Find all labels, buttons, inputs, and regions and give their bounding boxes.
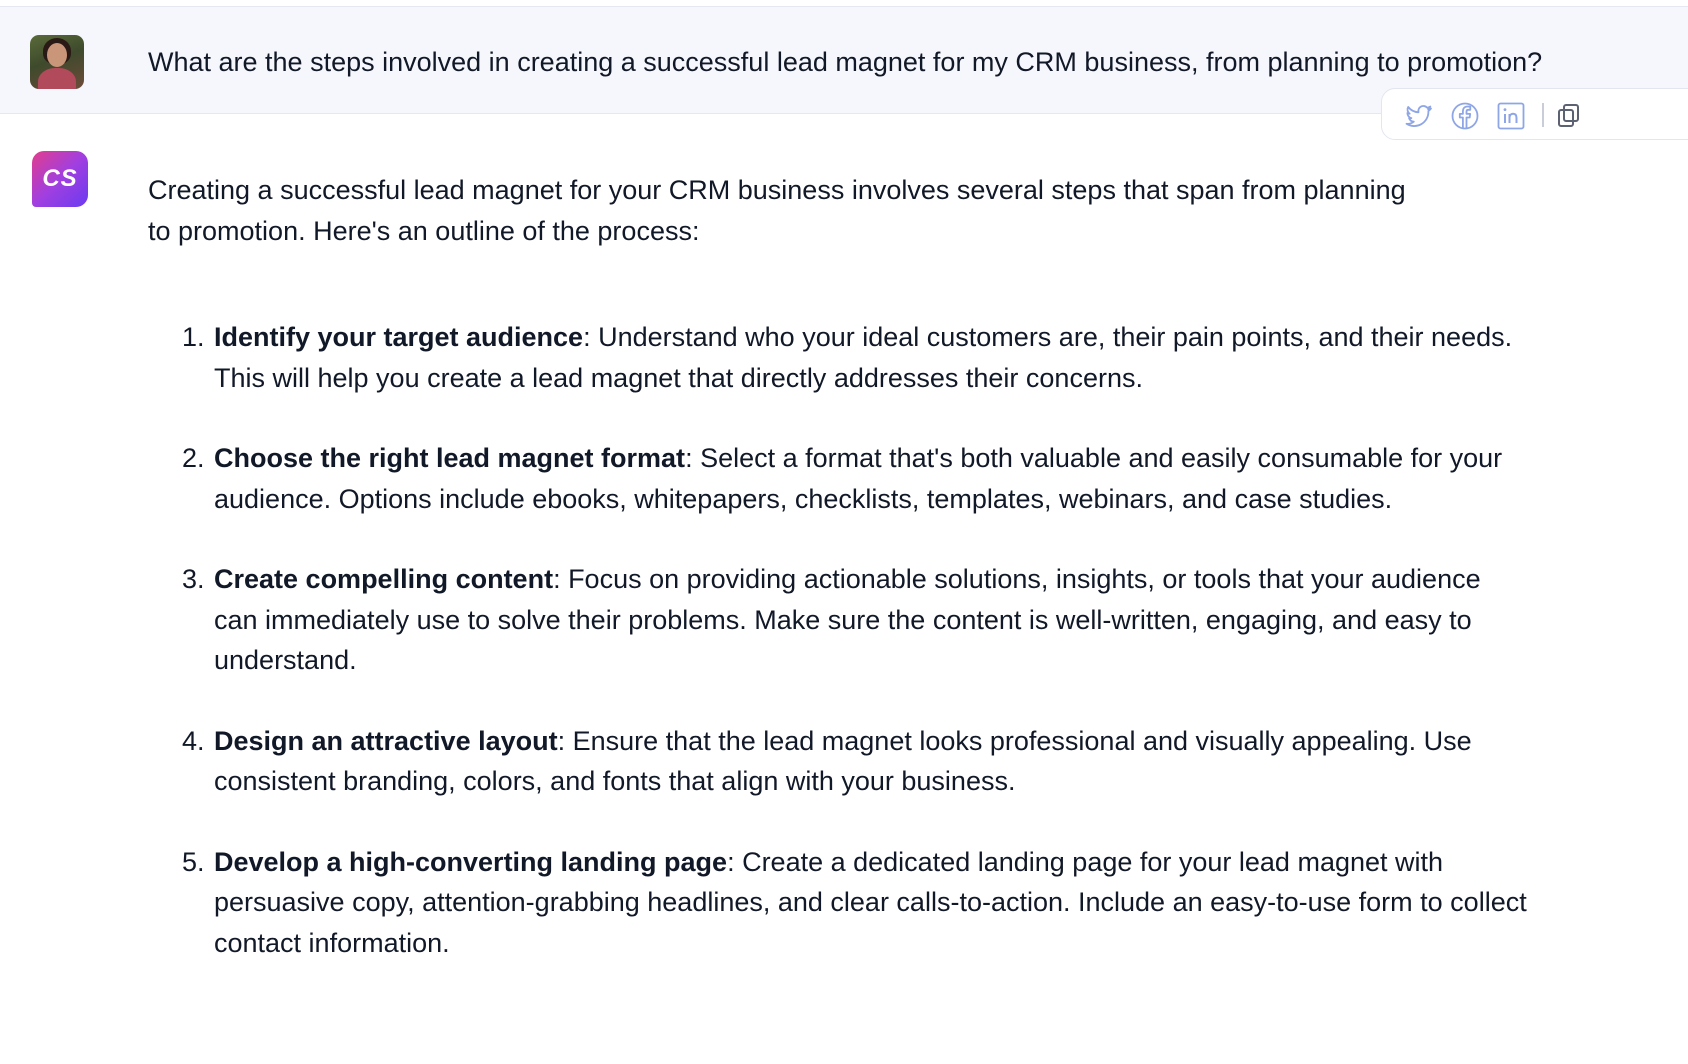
step-title: Develop a high-converting landing page bbox=[214, 846, 728, 877]
step-body: : Focus on providing actionable solutions, insights, or tools that your audience can immediately use to solve their problems. Make sure the content is well-written, engaging, and easy to understand. bbox=[214, 564, 1481, 675]
list-item bbox=[148, 721, 1528, 802]
share-bar bbox=[1381, 88, 1688, 140]
facebook-icon[interactable] bbox=[1450, 101, 1480, 131]
list-item bbox=[148, 317, 1528, 398]
answer-intro: Creating a successful lead magnet for your CRM business involves several steps that span from planning to promotion. Here's an outline of the process: bbox=[148, 175, 1406, 246]
step-title: Identify your target audience bbox=[214, 322, 584, 352]
share-divider bbox=[1542, 103, 1544, 127]
step-number: 5. bbox=[182, 846, 205, 877]
user-avatar bbox=[30, 35, 84, 89]
step-body: : Ensure that the lead magnet looks professional and visually appealing. Use consistent branding, colors, and fonts that align with your business. bbox=[214, 725, 1472, 796]
step-number: 1. bbox=[182, 322, 205, 352]
assistant-logo: CS bbox=[32, 151, 88, 207]
linkedin-icon[interactable] bbox=[1496, 101, 1526, 131]
step-number: 3. bbox=[182, 564, 205, 594]
list-item bbox=[148, 559, 1528, 681]
step-body: : Understand who your ideal customers are, their pain points, and their needs. This will help you create a lead magnet that directly addresses their concerns. bbox=[214, 322, 1513, 393]
step-body: : Select a format that's both valuable and easily consumable for your audience. Options include ebooks, whitepapers, checklists, templates, webinars, and case studies. bbox=[214, 443, 1503, 514]
step-title: Choose the right lead magnet format bbox=[214, 443, 686, 473]
list-item bbox=[148, 842, 1528, 964]
user-prompt-text: What are the steps involved in creating a successful lead magnet for my CRM business, from planning to promotion? bbox=[148, 47, 1543, 77]
list-item bbox=[148, 438, 1528, 519]
step-title: Design an attractive layout bbox=[214, 725, 558, 756]
steps-list bbox=[148, 317, 1528, 963]
step-number: 4. bbox=[182, 725, 205, 756]
twitter-icon[interactable] bbox=[1404, 101, 1434, 131]
step-number: 2. bbox=[182, 443, 205, 473]
copy-icon[interactable] bbox=[1556, 101, 1586, 131]
step-body: : Create a dedicated landing page for your lead magnet with persuasive copy, attention-grabbing headlines, and clear calls-to-action. Include an easy-to-use form to collect contact information. bbox=[214, 846, 1527, 958]
assistant-answer bbox=[148, 170, 1528, 1003]
step-title: Create compelling content bbox=[214, 564, 554, 594]
